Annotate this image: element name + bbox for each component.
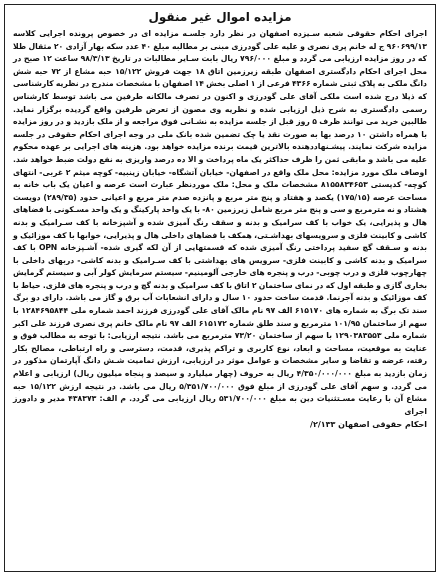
notice-title: مزایده اموال غیر منقول — [148, 10, 292, 24]
notice-body: اجرای احکام حقوقی شعبه سـیزده اصفهان در نظر دارد جلسـه مزایده ای در خصوص پرونده اجرایی کلاسه ۹۶۰۶۹۹/۱۳ ج له خانم پری نصری و علیه علی گودرزی مبنی بر مطالبه مبلغ ۴۰ عدد سکه بهار آزادی ۲۰ مثقال طلا که در روز مزایده ارزیابی می گردد و مبلغ ۷۹۶/۰۰۰ ریال بابت سـایر مطالبات در تاریخ ۹۸/۳/۱۳ ساعت ۱۲ صبح در محل اجرای احکام دادگستری اصفهان طبقه زیرزمین اتاق ۱۸ جهت فروش ۱۵/۱۲۲ حبه مشاع از ۷۲ حبه شش دانگ ملکی به پلاک ثبتی شماره ۴۳۶۶ فرعی از ۱ اصلی بخش ۱۴ اصفهان با مشخصات مندرج در نظریه کارشناسی که ذیلا درج شده است ملکی آقای علی گودرزی و اکنون در تصرف مالکانه طرفین می باشد توسط کارشناس رسمی دادگستری به شرح ذیل ارزیابی شده و نظریه وی مصون از تعرض طرفین واقع گردیده برگزار نماید. طالبین خرید می توانند ظرف ۵ روز قبل از جلسه مزایده به نشـانی فوق مراجعه و از ملک بازدید و در روز مزایده با همراه داشتن ۱۰ درصد بها به صورت نقد یا چک تضمین شده بانک ملی در وجه اجرای احکام حقوقی در جلسه مزایده شرکت نمایند. پیشـنهاددهنده بالاترین قیمت برنده مزایده خواهد بود. هزینه های اجرایی بر عهده محکوم علیه می باشد و مابقی ثمن را ظرف حداکثر یک ماه پرداخت و الا ده درصد واریزی به نفع دولت ضبط خواهد شد. اوصاف ملک مورد مزایده: محل ملک واقع در اصفهان- خیابان آتشگاه- خیابان زینبیه- کوچه میثم ۲ غربی- انتهای کوچه- کدپستی ۸۱۵۵۸۳۴۶۵۳ مشخصات ملک و محل: ملک موردنظر عبارت است عرصه و اعیان یک باب خانه به مساحت عرصه (۱۷۵/۱۵) یکصد و هفتاد و پنج متر مربع و پانزده صدم متر مربع و اعیانی حدود (۲۸۹/۳۵) دویست هشتاد و نه مترمربع و سی و پنج متر مربع شامل زیرزمین ۸۰- با یک واحد پارکینگ و یک واحد مسـکونی با فضاهای هال و پذیرایی، یک خواب با کف سرامیک و بدنه و سقف رنگ آمیزی شده و آشپزخانه با کف سـرامیک و بدنه کاشی و کابینت فلزی و سرویسهای بهداشـتی، همکف با فضاهای داخلی هال و پذیرایی، خوابها با کف موزائیک و بدنه و سـقف گچ سفید پرداختی رنگ آمیزی شده که قسمتهایی از آن لکه گیری شده- آشـپزخانه OPN با کف سرامیک و بدنه کاشی و کابینت فلزی- سرویس های بهداشتی با کف سـرامیک و بدنه کاشی- دربهای داخلی با چهارچوب فلزی و درب چوبی- درب و پنجره های خارجی آلومینیم- سیستم سرمایش کولر آبی و سیستم گرمایش بخاری گازی و طبقه اول که در نمای ساختمان ۲ اتاق با کف سرامیک و بدنه گچ و درب و پنجره های فلزی. حیاط با کف موزائیک و بدنه آجرنما. قدمت ساخت حدود ۱۰ سال و دارای انشعابات آب برق و گاز می باشد. دارای دو برگ سند تک برگ به شماره های ۶۱۵۱۷۰ الف ۹۷ نام مالک آقای علی گودرزی فرزند احمد شماره ملی ۱۲۸۴۶۹۵۸۴۴ با سهم از ساختمان ۱۰۱/۹۵ مترمربع و سند طلق شماره ۶۱۵۱۷۲ الف ۹۷ نام مالک خانم پری نصری فرزند علی اکبر شماره ملی ۱۲۹۰۳۸۳۵۵۳ با سهم از ساختمان ۷۳/۲۰ مترمربع می باشد. نتیجه ارزیابی: با توجه به مطالب فوق و عنایت به موقعیت، مساحت و ابعاد، نوع کاربری و تراکم پذیری، قدمت، دسترسی و راه ارتباطی، مصالح بکار رفته، عرضه و تقاضا و سایر مشخصات و عوامل موثر در ارزیابی، ارزش تمامیت شـش دانگ آپارتمان مذکور در زمان بازدید به مبلغ ۴/۳۵۰/۰۰۰/۰۰۰ ریال به حروف (چهار میلیارد و سیصد و پنجاه میلیون ریال) ارزیابی و اعلام می گردد. و سهم آقای علی گودرزی از مبلغ فوق ۵/۳۵۱/۷۰۰/۰۰۰ ریال می باشد. در نتیجه ارزش ۱۵/۱۲۲ حبه مشاع آن با رعایت مسـتثنیات دین به مبلغ ۵۳۱/۷۰۰/۰۰۰ ریال ارزیابی می گردد. م الف: ۴۳۸۳۷۳ مدیر و دادورز اجرای — [13, 29, 428, 416]
notice-signature: احکام حقوقی اصفهان ۲/۱۳۳/ — [310, 420, 427, 430]
auction-notice — [4, 4, 436, 572]
